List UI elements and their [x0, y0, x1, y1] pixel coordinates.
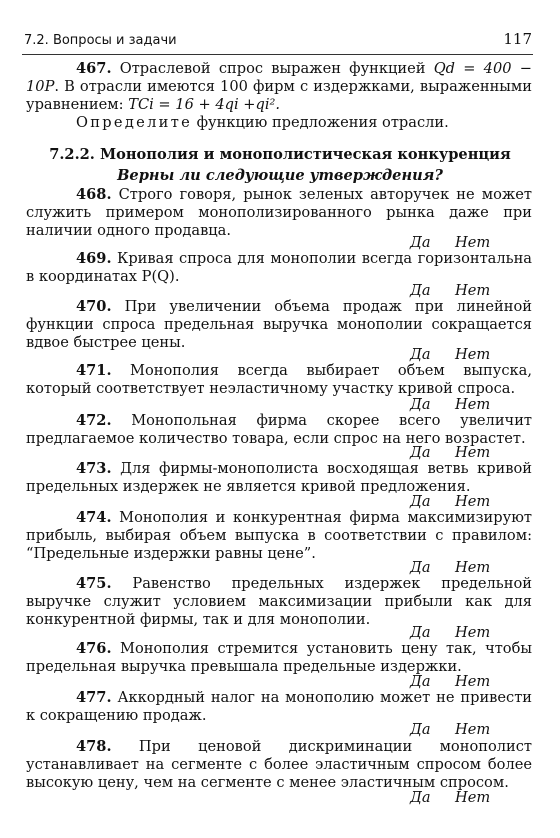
- answer-no[interactable]: Нет: [455, 396, 491, 413]
- answer-no[interactable]: Нет: [455, 346, 491, 363]
- section-heading: 7.2.2. Монополия и монополистическая конкуренция: [49, 146, 511, 163]
- answer-no[interactable]: Нет: [455, 721, 491, 738]
- statement-476: 476. Монополия стремится установить цену так, чтобы предельная выручка превышала предельные издержки.: [26, 640, 532, 675]
- answer-yes[interactable]: Да: [410, 282, 431, 299]
- answer-yes[interactable]: Да: [410, 624, 431, 641]
- problem-number: 467.: [76, 60, 112, 77]
- answer-yes[interactable]: Да: [410, 493, 431, 510]
- statement-470: 470. При увеличении объема продаж при линейной функции спроса предельная выручка монополии сокращается вдвое быстрее цены.: [26, 298, 532, 351]
- section-subheading: Верны ли следующие утверждения?: [117, 167, 443, 184]
- answer-no[interactable]: Нет: [455, 673, 491, 690]
- answer-yes[interactable]: Да: [410, 789, 431, 806]
- answer-no[interactable]: Нет: [455, 624, 491, 641]
- task-instruction: Определите функцию предложения отрасли.: [76, 114, 449, 131]
- statement-472: 472. Монопольная фирма скорее всего увеличит предлагаемое количество товара, если спрос на него возрастет.: [26, 412, 532, 447]
- answer-no[interactable]: Нет: [455, 559, 491, 576]
- answer-no[interactable]: Нет: [455, 493, 491, 510]
- answer-yes[interactable]: Да: [410, 444, 431, 461]
- demand-formula: Qd = 400 − 10P: [26, 60, 532, 95]
- page-number: 117: [503, 30, 532, 48]
- problem-467: 467. Отраслевой спрос выражен функцией Qd = 400 − 10P. В отрасли имеются 100 фирм с издержками, выраженными уравнением: TCi = 16 + 4qi +qi².: [26, 60, 532, 113]
- statement-477: 477. Аккордный налог на монополию может не привести к сокращению продаж.: [26, 689, 532, 724]
- answer-no[interactable]: Нет: [455, 789, 491, 806]
- answer-no[interactable]: Нет: [455, 444, 491, 461]
- answer-yes[interactable]: Да: [410, 721, 431, 738]
- statement-471: 471. Монополия всегда выбирает объем выпуска, который соответствует неэластичному участку кривой спроса.: [26, 362, 532, 397]
- statement-474: 474. Монополия и конкурентная фирма максимизируют прибыль, выбирая объем выпуска в соответствии с правилом: “Предельные издержки равны цене”.: [26, 509, 532, 562]
- statement-468: 468. Строго говоря, рынок зеленых авторучек не может служить примером монополизированного рынка даже при наличии одного продавца.: [26, 186, 532, 239]
- answer-yes[interactable]: Да: [410, 673, 431, 690]
- answer-yes[interactable]: Да: [410, 234, 431, 251]
- answer-no[interactable]: Нет: [455, 234, 491, 251]
- running-header: [24, 30, 532, 52]
- statement-478: 478. При ценовой дискриминации монополист устанавливает на сегменте с более эластичным спросом более высокую цену, чем на сегменте с менее эластичным спросом.: [26, 738, 532, 791]
- statement-473: 473. Для фирмы-монополиста восходящая ветвь кривой предельных издержек не является кривой предложения.: [26, 460, 532, 495]
- answer-no[interactable]: Нет: [455, 282, 491, 299]
- statement-475: 475. Равенство предельных издержек предельной выручке служит условием максимизации прибыли как для конкурентной фирмы, так и для монополии.: [26, 575, 532, 628]
- statement-469: 469. Кривая спроса для монополии всегда горизонтальна в координатах P(Q).: [26, 250, 532, 285]
- header-rule: [22, 54, 533, 55]
- cost-formula: TCi = 16 + 4qi +qi².: [128, 95, 281, 113]
- answer-yes[interactable]: Да: [410, 396, 431, 413]
- header-section-title: 7.2. Вопросы и задачи: [24, 33, 177, 48]
- answer-yes[interactable]: Да: [410, 346, 431, 363]
- answer-yes[interactable]: Да: [410, 559, 431, 576]
